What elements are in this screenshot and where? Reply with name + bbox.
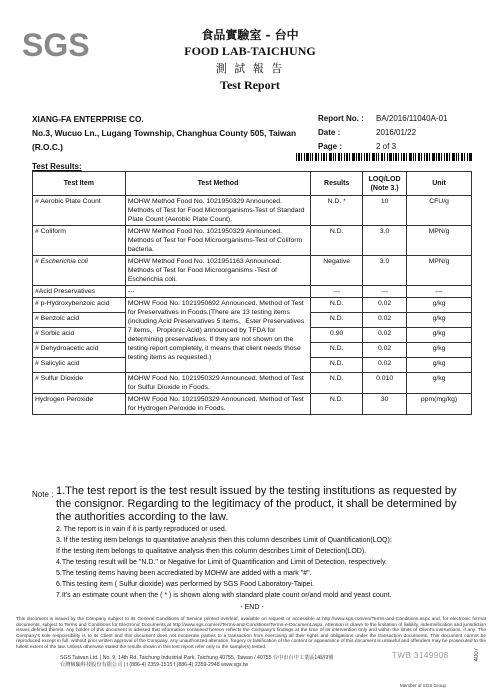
cell-method: MOHW Method Food No. 1021950329 Announced. Methods of Test for Food Microorganisms-Test of Standard Plate Count (Aerobic Plate Count). bbox=[125, 196, 310, 226]
table-row bbox=[33, 298, 472, 313]
client-block bbox=[32, 112, 296, 154]
cell-loq: 10 bbox=[363, 196, 407, 226]
note-3a: 3. If the testing item belongs to quantitative analysis then this column describes Limit of Quantification(LOQ); bbox=[56, 537, 392, 544]
cell-loq: 3.0 bbox=[363, 226, 407, 256]
cell-method: MOHW Method Food No. 1021950329 Announced. Methods of Test for Food Microorganisms-Test of Coliform bacteria. bbox=[125, 226, 310, 256]
table-header-row bbox=[33, 172, 472, 196]
cell-loq: 0.02 bbox=[363, 358, 407, 373]
client-address-country: (R.O.C.) bbox=[32, 142, 63, 152]
cell-unit: g/kg bbox=[407, 373, 472, 394]
cell-method: MOHW Method Food No. 1021951163 Announced. Methods of Test for Food Microorganisms -Test of Escherichia coli. bbox=[125, 256, 310, 286]
sgs-logo-text: SGS bbox=[22, 27, 90, 63]
cell-item: # Benzoic acid bbox=[33, 313, 126, 328]
cell-item-prefix: # bbox=[35, 258, 41, 265]
cell-result: N.D. bbox=[311, 313, 363, 328]
lab-title-zh: 食品實驗室 - 台中 bbox=[201, 28, 299, 42]
cell-unit: --- bbox=[407, 286, 472, 298]
table-row bbox=[33, 196, 472, 226]
end-marker: - END - bbox=[240, 604, 264, 611]
cell-loq: 0.02 bbox=[363, 298, 407, 313]
cell-method: MOHW Food No. 1021950329 Announced. Method of Test for Hydrogen Peroxide in Foods. bbox=[125, 394, 310, 415]
note-6: 6.This testing item ( Sulfur dioxide) was performed by SGS Food Laboratory-Taipei. bbox=[56, 581, 314, 588]
footer-address: SGS Taiwan Ltd. | No. 9, 14th Rd. Taichung Industrial Park, Taichung 40755, Taiwan / 40755 台中市台中工業區14路9號 bbox=[60, 655, 334, 661]
report-no-label: Report No. : bbox=[318, 114, 364, 123]
cell-result: N.D. bbox=[311, 358, 363, 373]
cell-loq: 0.02 bbox=[363, 328, 407, 343]
cell-loq: --- bbox=[363, 286, 407, 298]
page-label: Page : bbox=[318, 142, 343, 151]
cell-unit: MPN/g bbox=[407, 226, 472, 256]
cell-item: # Sulfur Dioxide bbox=[33, 373, 126, 394]
note-1: 1.The test report is the test result issued by the testing institutions as requested by the consignor. Regarding to the legitimacy of the product, it shall be determined by the authorities according to the law. bbox=[56, 485, 457, 523]
col-header-loq-line2: (Note 3.) bbox=[370, 184, 399, 192]
cell-result: N.D. bbox=[311, 343, 363, 358]
cell-unit: g/kg bbox=[407, 328, 472, 343]
serial-number: TWB 3149908 bbox=[392, 651, 449, 660]
col-header-results: Results bbox=[311, 172, 363, 196]
notes-label: Note : bbox=[32, 490, 54, 499]
cell-result: Negative bbox=[311, 256, 363, 286]
cell-item: # p-Hydroxybenzoic acid bbox=[33, 298, 126, 313]
report-header bbox=[0, 26, 500, 93]
report-title: Test Report bbox=[220, 78, 280, 92]
footer-member: Member of SGS Group bbox=[400, 683, 447, 688]
note-5: 5.The testing items having been accrediated by MOHW are added with a mark "#". bbox=[56, 570, 312, 577]
cell-loq: 3.0 bbox=[363, 256, 407, 286]
report-no-value: BA/2016/11040A-01 bbox=[376, 114, 448, 123]
table-row bbox=[33, 373, 472, 394]
lab-title-en: FOOD LAB-TAICHUNG bbox=[184, 44, 316, 58]
legal-disclaimer: This document is issued by the Company subject to its General Conditions of Service printed overleaf, available on request or accessible at http://www.sgs.com/en/Terms-and-Conditions.aspx and, for electronic format documents, subject to Terms and Conditions for Electronic Documents at http://www.sgs.com/en/Terms-and-Conditions/Terms-e-Document.aspx. Attention is drawn to the limitation of liability, indemnification and jurisdiction issues defined therein. Any holder of this document is advised that information contained hereon reflects the Company's findings at the time of its intervention only and within the limits of Client's instructions, if any. The Company's sole responsibility is to its Client and this document does not exonerate parties to a transaction from exercising all their rights and obligations under the transaction documents. This document cannot be reproduced except in full, without prior written approval of the Company. Any unauthorized alteration, forgery or falsification of the content or appearance of this document is unlawful and offenders may be prosecuted to the fullest extent of the law. Unless otherwise stated the results shown in this test report refer only to the sample(s) tested. bbox=[16, 617, 486, 650]
cell-loq: 0.02 bbox=[363, 313, 407, 328]
cell-loq: 0.02 bbox=[363, 343, 407, 358]
table-row bbox=[33, 226, 472, 256]
notes-section bbox=[32, 485, 472, 613]
cell-result: N.D. bbox=[311, 373, 363, 394]
col-header-loq bbox=[363, 172, 407, 196]
cell-item: # Aerobic Plate Count bbox=[33, 196, 126, 226]
barcode-icon bbox=[296, 153, 472, 161]
results-table bbox=[32, 171, 472, 415]
cell-result: N.D. * bbox=[311, 196, 363, 226]
footer-contact: 台灣檢驗科技股份有限公司 | t (886-4) 2359-1515 f (886-4) 2359-2948 www.sgs.tw bbox=[60, 662, 249, 668]
cell-result: --- bbox=[311, 286, 363, 298]
cell-loq: 0.010 bbox=[363, 373, 407, 394]
test-results-label: Test Results: bbox=[32, 162, 82, 171]
cell-item: Hydrogen Peroxide bbox=[33, 394, 126, 415]
table-row bbox=[33, 394, 472, 415]
client-address: No.3, Wucuo Ln., Lugang Township, Changhua County 505, Taiwan bbox=[32, 128, 297, 138]
cell-unit: MPN/g bbox=[407, 256, 472, 286]
cell-unit: CFU/g bbox=[407, 196, 472, 226]
cell-method: --- bbox=[125, 286, 310, 298]
cell-unit: g/kg bbox=[407, 313, 472, 328]
date-value: 2016/01/22 bbox=[376, 128, 417, 137]
table-row bbox=[33, 286, 472, 298]
note-4: 4.The testing result will be "N.D." or Negative for Limit of Quantification and Limit of Detection, respectively. bbox=[56, 559, 387, 566]
cell-item: # Sorbic acid bbox=[33, 328, 126, 343]
side-code: 4007 bbox=[474, 648, 480, 662]
cell-method-preservatives: MOHW Food No. 1021950692 Announced. Method of Test for Preservatives in Foods.(There are 13 testing items (including Acid Preservatives 5 items、Ester Preservatives 7 items、Propionic Acid) announced by TFDA for determining preservatives. If they are not shown on the testing report completely, it means that client needs those testing items as requested.) bbox=[125, 298, 310, 373]
cell-result: N.D. bbox=[311, 394, 363, 415]
cell-unit: g/kg bbox=[407, 298, 472, 313]
col-header-unit: Unit bbox=[407, 172, 472, 196]
col-header-method: Test Method bbox=[125, 172, 310, 196]
cell-item: #Acid Preservatives bbox=[33, 286, 126, 298]
note-2: 2. The report is in vain if it is partly reproduced or used. bbox=[56, 526, 227, 533]
note-7: 7.It's an estimate count when the ( * ) is shown along with standard plate count or/and mold and yeast count. bbox=[56, 592, 392, 599]
page-value: 2 of 3 bbox=[376, 142, 397, 151]
date-label: Date : bbox=[318, 128, 341, 137]
cell-unit: g/kg bbox=[407, 343, 472, 358]
cell-method: MOHW Food No. 1021950329 Announced. Method of Test for Sulfur Dioxide in Foods. bbox=[125, 373, 310, 394]
cell-result: N.D. bbox=[311, 226, 363, 256]
cell-loq: 30 bbox=[363, 394, 407, 415]
cell-item: # Salicylic acid bbox=[33, 358, 126, 373]
col-header-item: Test Item bbox=[33, 172, 126, 196]
cell-item: # Coliform bbox=[33, 226, 126, 256]
cell-result: 0.90 bbox=[311, 328, 363, 343]
cell-item bbox=[33, 256, 126, 286]
cell-result: N.D. bbox=[311, 298, 363, 313]
table-row bbox=[33, 256, 472, 286]
cell-item: # Dehydroacetic acid bbox=[33, 343, 126, 358]
cell-unit: ppm(mg/kg) bbox=[407, 394, 472, 415]
report-subtitle-zh: 測 試 報 告 bbox=[215, 62, 285, 75]
cell-item-italic: Escherichia coli bbox=[40, 258, 88, 265]
note-3b: If the testing item belongs to qualitative analysis then this column describes Limit of Detection(LOD). bbox=[56, 548, 367, 555]
client-name: XIANG-FA ENTERPRISE CO. bbox=[32, 114, 144, 124]
cell-unit: g/kg bbox=[407, 358, 472, 373]
col-header-loq-line1: LOQ/LOD bbox=[368, 175, 401, 183]
report-meta bbox=[318, 112, 447, 154]
